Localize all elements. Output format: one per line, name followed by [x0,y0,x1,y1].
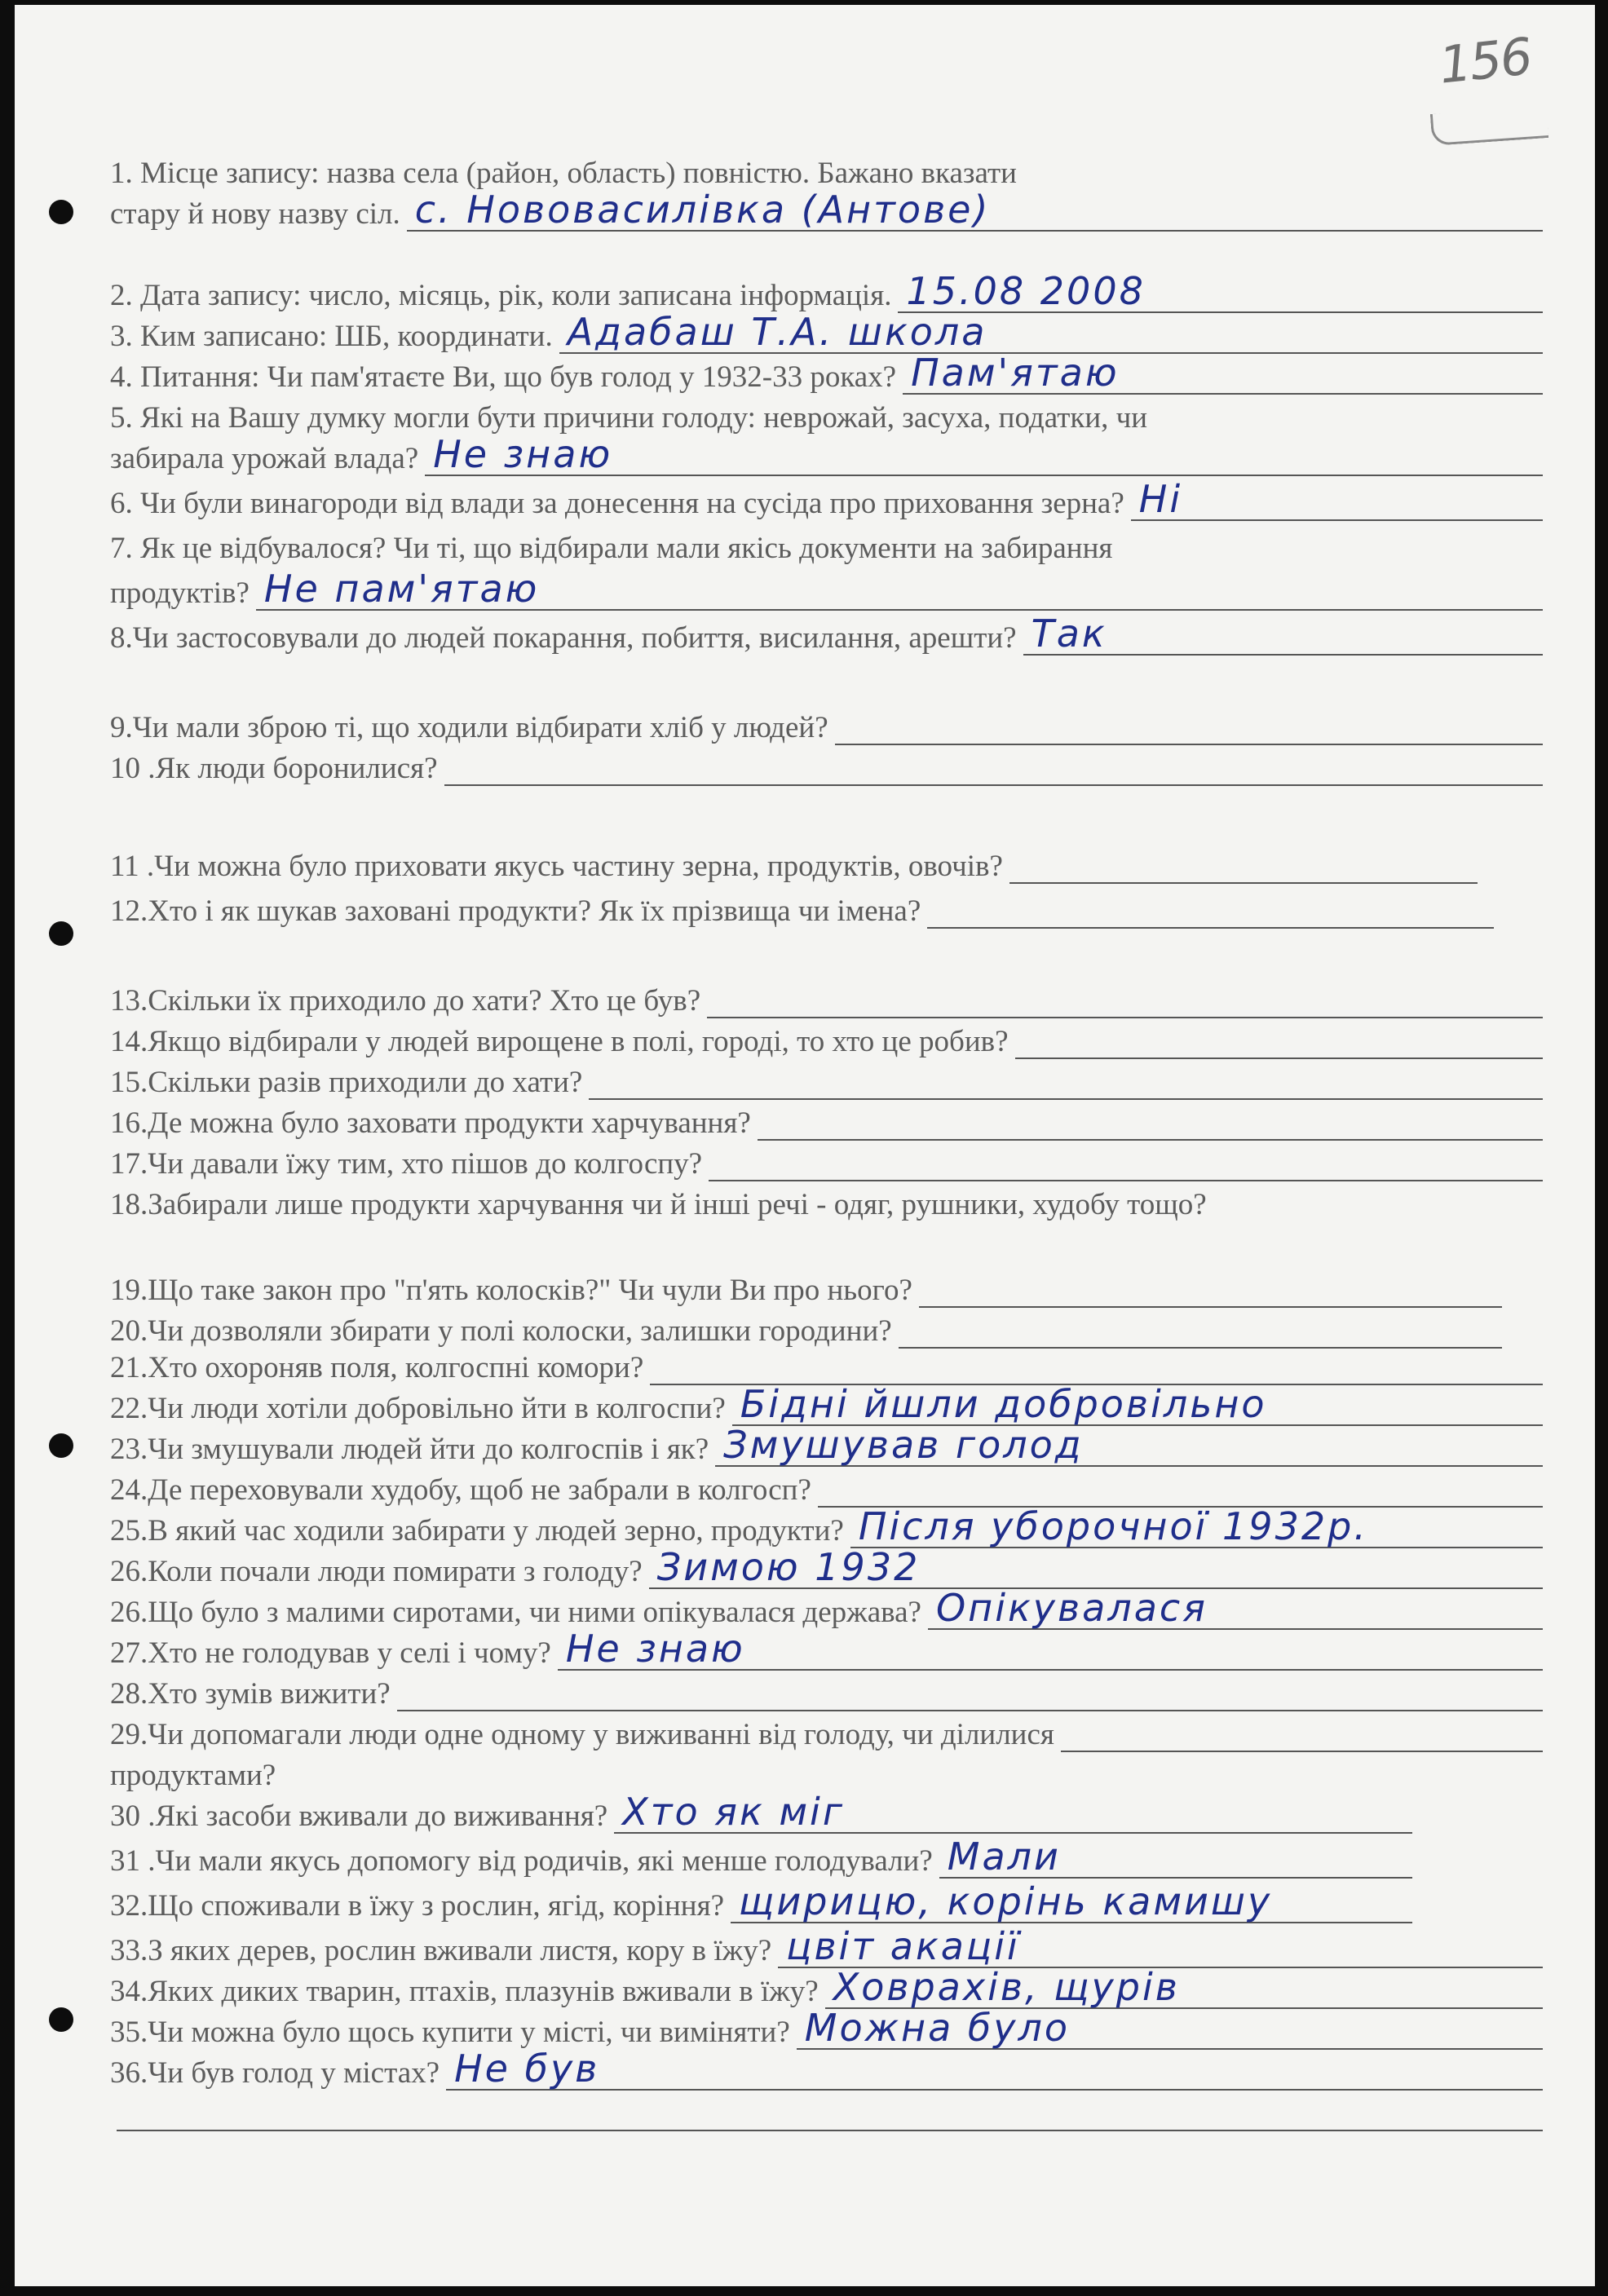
answer-field[interactable] [919,1274,1502,1308]
question-line [110,982,1543,1018]
handwritten-answer: 15.08 2008 [906,269,1146,313]
question-line [110,1382,1543,1426]
question-line [110,155,1543,191]
question-line [110,1504,1543,1548]
handwritten-answer: Не пам'ятаю [263,567,540,611]
handwritten-answer: Опікувалася [935,1586,1208,1630]
handwritten-answer: Зимою 1932 [656,1545,921,1589]
question-text: 23.Чи змушували людей йти до колгоспів і як? [110,1433,709,1466]
question-line [110,1790,1412,1834]
question-text: 5. Які на Вашу думку могли бути причини голоду: неврожай, засуха, податки, чи [110,401,1148,435]
answer-field[interactable] [256,567,1543,611]
handwritten-answer: Хто як міг [622,1790,846,1834]
question-line [110,1186,1543,1222]
answer-field[interactable] [732,1382,1543,1426]
question-text: продуктами? [110,1759,276,1792]
answer-field[interactable] [758,1106,1543,1141]
question-text: 3. Ким записано: ШБ, координати. [110,320,553,353]
answer-field[interactable] [1023,612,1543,656]
answer-field[interactable] [1015,1025,1543,1059]
question-line [110,530,1543,566]
handwritten-answer: Можна було [804,2006,1071,2050]
question-text: забирала урожай влада? [110,442,419,475]
question-line [110,1716,1543,1752]
question-text: 6. Чи були винагороди від влади за донесення на сусіда про приховання зерна? [110,487,1124,520]
question-line [110,432,1543,476]
question-text: 26.Що було з малими сиротами, чи ними опікувалася держава? [110,1596,921,1629]
question-text: 15.Скільки разів приходили до хати? [110,1066,583,1099]
question-text: 7. Як це відбувалося? Чи ті, що відбирали мали якісь документи на забирання [110,532,1113,565]
handwritten-answer: с. Нововасилівка (Антове) [414,188,991,232]
handwritten-answer: Мали [947,1835,1061,1879]
answer-field[interactable] [731,1879,1412,1923]
question-line [110,1105,1543,1141]
answer-field[interactable] [899,1314,1502,1349]
answer-field[interactable] [397,1677,1543,1711]
question-line [110,709,1543,745]
question-line [110,1965,1543,2009]
question-text: 25.В який час ходили забирати у людей зерно, продукти? [110,1514,844,1548]
question-line [110,1835,1412,1879]
question-text: 30 .Які засоби вживали до виживання? [110,1799,608,1833]
question-text: 1. Місце запису: назва села (район, область) повністю. Бажано вказати [110,157,1017,190]
question-text: 19.Що таке закон про "п'ять колосків?" Чи чули Ви про нього? [110,1274,912,1307]
question-text: стару й нову назву сіл. [110,197,400,231]
handwritten-answer: Після уборочної 1932р. [858,1504,1368,1548]
question-text: 35.Чи можна було щось купити у місті, чи виміняти? [110,2016,790,2049]
question-text: 21.Хто охороняв поля, колгоспні комори? [110,1351,644,1384]
question-text: 26.Коли почали люди помирати з голоду? [110,1555,643,1588]
answer-field[interactable] [649,1545,1543,1589]
answer-field[interactable] [446,2047,1543,2091]
answer-field[interactable] [939,1835,1412,1879]
answer-field[interactable] [850,1504,1543,1548]
question-text: 16.Де можна було заховати продукти харчування? [110,1106,751,1140]
handwritten-answer: цвіт акації [786,1924,1020,1968]
question-text: 14.Якщо відбирали у людей вирощене в полі, городі, то хто це робив? [110,1025,1009,1058]
question-text: 29.Чи допомагали люди одне одному у виживанні від голоду, чи ділилися [110,1718,1054,1751]
question-text: 11 .Чи можна було приховати якусь частину зерна, продуктів, овочів? [110,850,1003,883]
handwritten-answer: Не був [454,2047,600,2091]
answer-field[interactable] [650,1351,1543,1385]
answer-field[interactable] [1131,477,1543,521]
page-number: 156 [1436,26,1534,95]
answer-field[interactable] [558,1627,1543,1671]
question-text: 28.Хто зумів вижити? [110,1677,391,1711]
answer-field[interactable] [928,1586,1543,1630]
handwritten-answer: Адабаш Т.А. школа [567,310,987,354]
question-text: 8.Чи застосовували до людей покарання, побиття, висилання, арешти? [110,621,1017,655]
question-text: продуктів? [110,576,250,610]
answer-field[interactable] [407,188,1543,232]
handwritten-answer: Не знаю [565,1627,745,1671]
question-line [110,1423,1543,1467]
answer-field[interactable] [715,1423,1543,1467]
question-text: 2. Дата запису: число, місяць, рік, коли записана інформація. [110,279,892,312]
question-line [110,1586,1543,1630]
question-text: 12.Хто і як шукав заховані продукти? Як їх прізвища чи імена? [110,894,921,928]
answer-field[interactable] [927,894,1494,929]
answer-field[interactable] [589,1066,1543,1100]
answer-field[interactable] [1009,850,1478,884]
question-line [110,1924,1543,1968]
question-text: 4. Питання: Чи пам'ятаєте Ви, що був голод у 1932-33 роках? [110,360,897,394]
question-text: 24.Де переховували худобу, щоб не забрали в колгосп? [110,1473,811,1507]
punch-hole [49,200,73,224]
question-text: 9.Чи мали зброю ті, що ходили відбирати хліб у людей? [110,711,828,744]
handwritten-answer: Ні [1138,477,1183,521]
answer-field[interactable] [835,711,1543,745]
question-line [110,1676,1543,1711]
answer-field[interactable] [425,432,1543,476]
question-line [110,1349,1543,1385]
question-text: 10 .Як люди боронилися? [110,752,438,785]
question-line [110,893,1494,929]
handwritten-answer: Не знаю [433,432,613,476]
question-text: 32.Що споживали в їжу з рослин, ягід, коріння? [110,1889,725,1923]
question-line [110,310,1543,354]
handwritten-answer: Пам'ятаю [911,351,1120,395]
question-line [110,1757,1543,1793]
answer-field[interactable] [614,1790,1412,1834]
question-line [110,477,1543,521]
answer-field[interactable] [444,752,1543,786]
handwritten-answer: Так [1031,612,1107,656]
question-line [110,1272,1502,1308]
question-text: 34.Яких диких тварин, птахів, плазунів вживали в їжу? [110,1975,819,2008]
punch-hole [49,1433,73,1458]
answer-field[interactable] [709,1147,1543,1181]
answer-field[interactable] [818,1473,1543,1508]
question-line [110,188,1543,232]
answer-field[interactable] [707,984,1543,1018]
question-text: 13.Скільки їх приходило до хати? Хто це був? [110,984,701,1018]
question-line [110,400,1543,435]
answer-field[interactable] [825,1965,1543,2009]
question-line [110,612,1543,656]
question-line [110,1545,1543,1589]
question-line [110,1146,1543,1181]
question-line [110,567,1543,611]
question-line [110,848,1478,884]
question-line [110,1627,1543,1671]
question-text: 36.Чи був голод у містах? [110,2056,440,2090]
question-text: 31 .Чи мали якусь допомогу від родичів, які менше голодували? [110,1844,933,1878]
answer-field[interactable] [778,1924,1543,1968]
answer-field[interactable] [1061,1718,1543,1752]
answer-field[interactable] [903,351,1543,395]
question-line [110,1472,1543,1508]
answer-field[interactable] [559,310,1543,354]
question-line [110,351,1543,395]
answer-field[interactable] [898,269,1543,313]
question-text: 20.Чи дозволяли збирати у полі колоски, залишки городини? [110,1314,892,1348]
question-line [110,2006,1543,2050]
question-line [110,2047,1543,2091]
question-line [110,1313,1502,1349]
answer-field[interactable] [797,2006,1543,2050]
question-text: 33.З яких дерев, рослин вживали листя, кору в їжу? [110,1934,772,1967]
question-line [110,269,1543,313]
question-text: 17.Чи давали їжу тим, хто пішов до колгоспу? [110,1147,703,1181]
question-text: 22.Чи люди хотіли добровільно йти в колгоспи? [110,1392,726,1425]
punch-hole [49,2007,73,2032]
answer-field[interactable] [117,2097,1543,2131]
handwritten-answer: Змушував голод [723,1423,1084,1467]
question-line [110,1023,1543,1059]
question-text: 18.Забирали лише продукти харчування чи й інші речі - одяг, рушники, худобу тощо? [110,1188,1207,1221]
question-line [110,2095,1543,2131]
handwritten-answer: Ховрахів, щурів [833,1965,1180,2009]
punch-hole [49,921,73,946]
handwritten-answer: Бідні йшли добровільно [740,1382,1267,1426]
question-line [110,750,1543,786]
handwritten-answer: щирицю, корінь камишу [739,1879,1273,1923]
question-line [110,1879,1412,1923]
question-line [110,1064,1543,1100]
question-text: 27.Хто не голодував у селі і чому? [110,1636,551,1670]
